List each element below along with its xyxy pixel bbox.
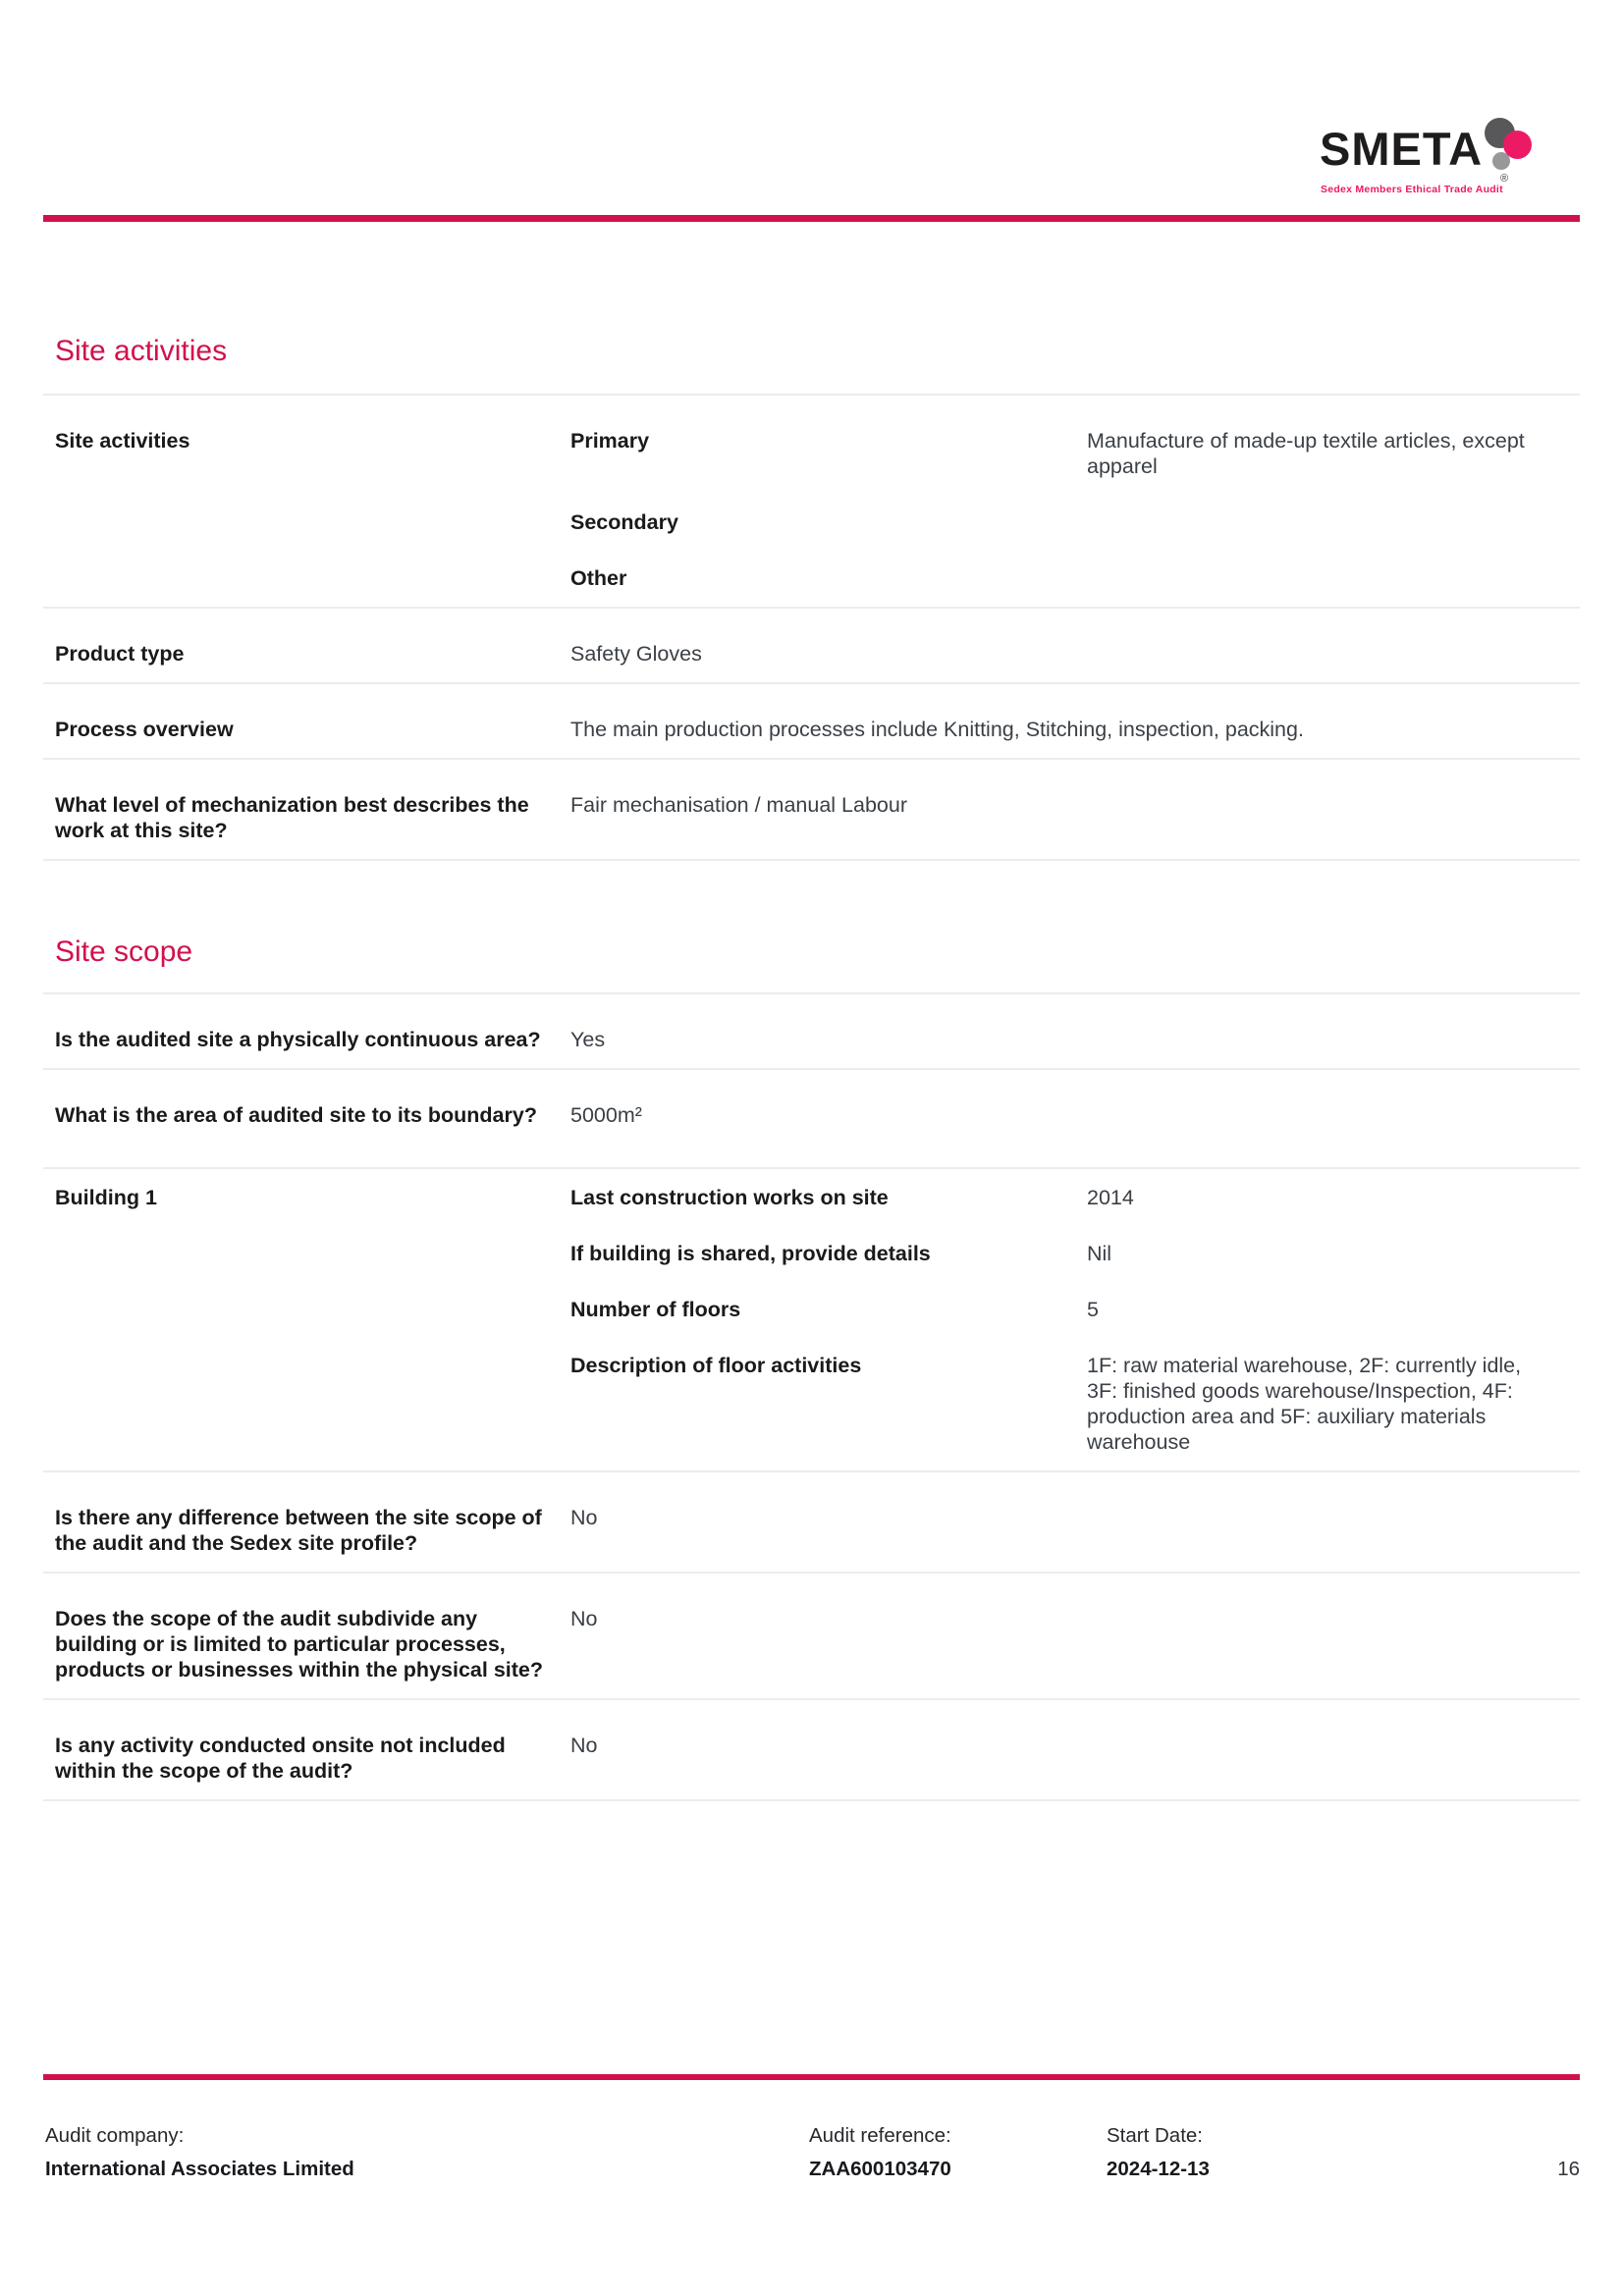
table-row-scope-subdivide bbox=[43, 1574, 1580, 1700]
row-label: Is there any difference between the site scope of the audit and the Sedex site profile? bbox=[55, 1506, 542, 1555]
row-label: Is any activity conducted onsite not included within the scope of the audit? bbox=[55, 1734, 506, 1783]
row-label: What is the area of audited site to its boundary? bbox=[55, 1103, 537, 1127]
building-subrow-floor-activities bbox=[570, 1353, 1580, 1455]
header-rule bbox=[43, 215, 1580, 222]
table-row-site-area bbox=[43, 1070, 1580, 1169]
row-label: Building 1 bbox=[55, 1186, 157, 1209]
building-subrow-floors bbox=[570, 1297, 1580, 1322]
table-row-building-1 bbox=[43, 1169, 1580, 1472]
footer-rule bbox=[43, 2074, 1580, 2080]
table-row-continuous-area bbox=[43, 994, 1580, 1070]
subrow-label: If building is shared, provide details bbox=[570, 1242, 931, 1265]
table-row-site-activities bbox=[43, 396, 1580, 609]
subrow-label: Description of floor activities bbox=[570, 1354, 862, 1377]
row-value: The main production processes include Knitting, Stitching, inspection, packing. bbox=[570, 718, 1304, 741]
row-label: Process overview bbox=[55, 718, 234, 741]
subrow-label: Other bbox=[570, 566, 627, 590]
row-label: Site activities bbox=[55, 429, 190, 453]
activities-subrow-secondary bbox=[570, 509, 1580, 535]
smeta-logo-tagline: Sedex Members Ethical Trade Audit bbox=[1321, 184, 1503, 195]
table-row-process-overview bbox=[43, 684, 1580, 760]
table-row-product-type bbox=[43, 609, 1580, 684]
row-label: Is the audited site a physically continuous area? bbox=[55, 1028, 541, 1051]
section-heading-site-activities: Site activities bbox=[55, 335, 228, 367]
subrow-value: Manufacture of made-up textile articles, except apparel bbox=[1087, 429, 1525, 478]
activities-subtable bbox=[570, 428, 1580, 591]
row-label: What level of mechanization best describes the work at this site? bbox=[55, 793, 529, 842]
footer-audit-company-value: International Associates Limited bbox=[45, 2158, 354, 2180]
subrow-value: 2014 bbox=[1087, 1186, 1134, 1209]
table-row-activity-excluded bbox=[43, 1700, 1580, 1801]
subrow-label: Last construction works on site bbox=[570, 1186, 889, 1209]
subrow-value bbox=[1087, 509, 1548, 535]
logo-dot-pink-icon bbox=[1503, 131, 1532, 159]
footer-audit-company-label: Audit company: bbox=[45, 2124, 185, 2147]
footer-start-date bbox=[1107, 2123, 1210, 2182]
site-scope-table bbox=[43, 992, 1580, 1801]
footer-audit-reference-label: Audit reference: bbox=[809, 2124, 951, 2147]
table-row-scope-difference bbox=[43, 1472, 1580, 1574]
subrow-value bbox=[1087, 565, 1548, 591]
site-activities-table bbox=[43, 394, 1580, 861]
row-label: Product type bbox=[55, 642, 185, 666]
subrow-label: Primary bbox=[570, 429, 650, 453]
activities-subrow-primary bbox=[570, 428, 1580, 479]
smeta-logo-wordmark: SMETA bbox=[1320, 123, 1484, 175]
row-value: 5000m² bbox=[570, 1103, 642, 1127]
row-value: No bbox=[570, 1506, 598, 1529]
subrow-value: 5 bbox=[1087, 1298, 1099, 1321]
page-number: 16 bbox=[1557, 2158, 1580, 2180]
building-subrow-shared bbox=[570, 1241, 1580, 1266]
row-label: Does the scope of the audit subdivide any building or is limited to particular processes, products or businesses within the physical site? bbox=[55, 1607, 543, 1682]
footer-start-date-value: 2024-12-13 bbox=[1107, 2158, 1210, 2180]
footer-audit-reference bbox=[809, 2123, 951, 2182]
row-value: Fair mechanisation / manual Labour bbox=[570, 793, 907, 817]
subrow-label: Secondary bbox=[570, 510, 678, 534]
building-subrow-construction bbox=[570, 1185, 1580, 1210]
footer-audit-company bbox=[45, 2123, 354, 2182]
row-value: Safety Gloves bbox=[570, 642, 702, 666]
subrow-label: Number of floors bbox=[570, 1298, 741, 1321]
building-details-subtable bbox=[570, 1185, 1580, 1455]
row-value: Yes bbox=[570, 1028, 606, 1051]
subrow-value: 1F: raw material warehouse, 2F: currently idle, 3F: finished goods warehouse/Inspection, 4F: production area and 5F: auxiliary materials warehouse bbox=[1087, 1354, 1522, 1454]
section-heading-site-scope: Site scope bbox=[55, 935, 193, 968]
table-row-mechanization bbox=[43, 760, 1580, 861]
footer-columns bbox=[43, 2123, 1580, 2192]
activities-subrow-other bbox=[570, 565, 1580, 591]
row-value: No bbox=[570, 1607, 598, 1630]
page-content bbox=[43, 0, 1580, 1801]
row-value: No bbox=[570, 1734, 598, 1757]
registered-trademark-symbol: ® bbox=[1500, 173, 1509, 185]
subrow-value: Nil bbox=[1087, 1242, 1112, 1265]
footer-start-date-label: Start Date: bbox=[1107, 2124, 1203, 2147]
page-footer bbox=[43, 2074, 1580, 2192]
footer-audit-reference-value: ZAA600103470 bbox=[809, 2158, 951, 2180]
